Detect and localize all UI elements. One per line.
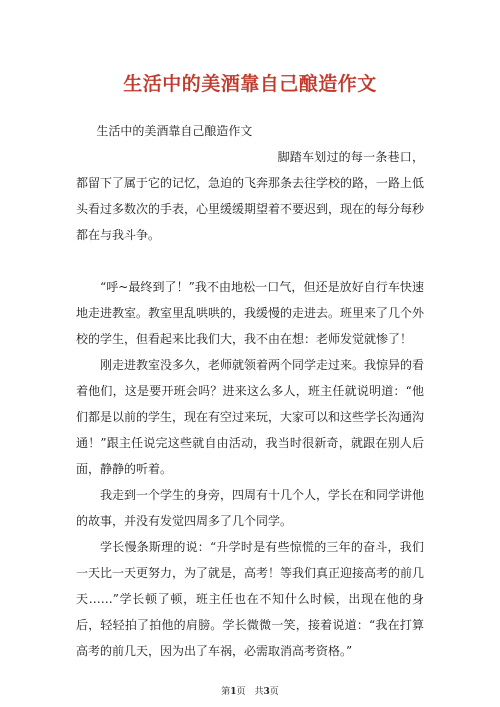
footer-suffix: 页: [269, 687, 279, 697]
paragraph-2: “呼~最终到了！”我不由地松一口气，但还是放好自行车快速地走进教室。教室里乱哄哄的，我缓慢的走进去。班里来了几个外校的学生，但看起来比我们大，我不由在想：老师发觉就惨了！: [76, 280, 425, 346]
document-title: 生活中的美酒靠自己酿造作文: [123, 73, 377, 95]
page-footer: [0, 684, 500, 697]
document-subtitle: 生活中的美酒靠自己酿造作文: [96, 124, 253, 138]
paragraph-4: 我走到一个学生的身旁，四周有十几个人，学长在和同学讲他的故事，并没有发觉四周多了几个同学。: [76, 488, 425, 528]
paragraph-3: 刚走进教室没多久，老师就领着两个同学走过来。我惊异的看着他们，这是要开班会吗？进来这么多人，班主任就说明道：“他们都是以前的学生，现在有空过来玩，大家可以和这些学长沟通沟通！”跟主任说完这些就自由活动，我当时很新奇，就跟在别人后面，静静的听着。: [76, 358, 425, 476]
paragraph-1: 脚踏车划过的每一条巷口，都留下了属于它的记忆，急迫的飞奔那条去往学校的路，一路上低头看过多数次的手表，心里缓缓期望着不要迟到，现在的每分每秒都在与我斗争。: [76, 150, 425, 242]
paragraph-5: 学长慢条斯理的说：“升学时是有些惊慌的三年的奋斗，我们一天比一天更努力，为了就是，高考！等我们真正迎接高考的前几天……”学长顿了顿，班主任也在不知什么时候，出现在他的身后，轻轻拍了拍他的肩膀。学长微微一笑，接着说道：“我在打算高考的前几天，因为出了车祸，必需取消高考资格。”: [76, 540, 425, 658]
document-body: [76, 118, 424, 664]
footer-total-pages: 3: [263, 687, 270, 697]
footer-middle: 页 共: [236, 687, 264, 697]
footer-current-page: 1: [230, 687, 237, 697]
footer-prefix: 第: [221, 687, 231, 697]
